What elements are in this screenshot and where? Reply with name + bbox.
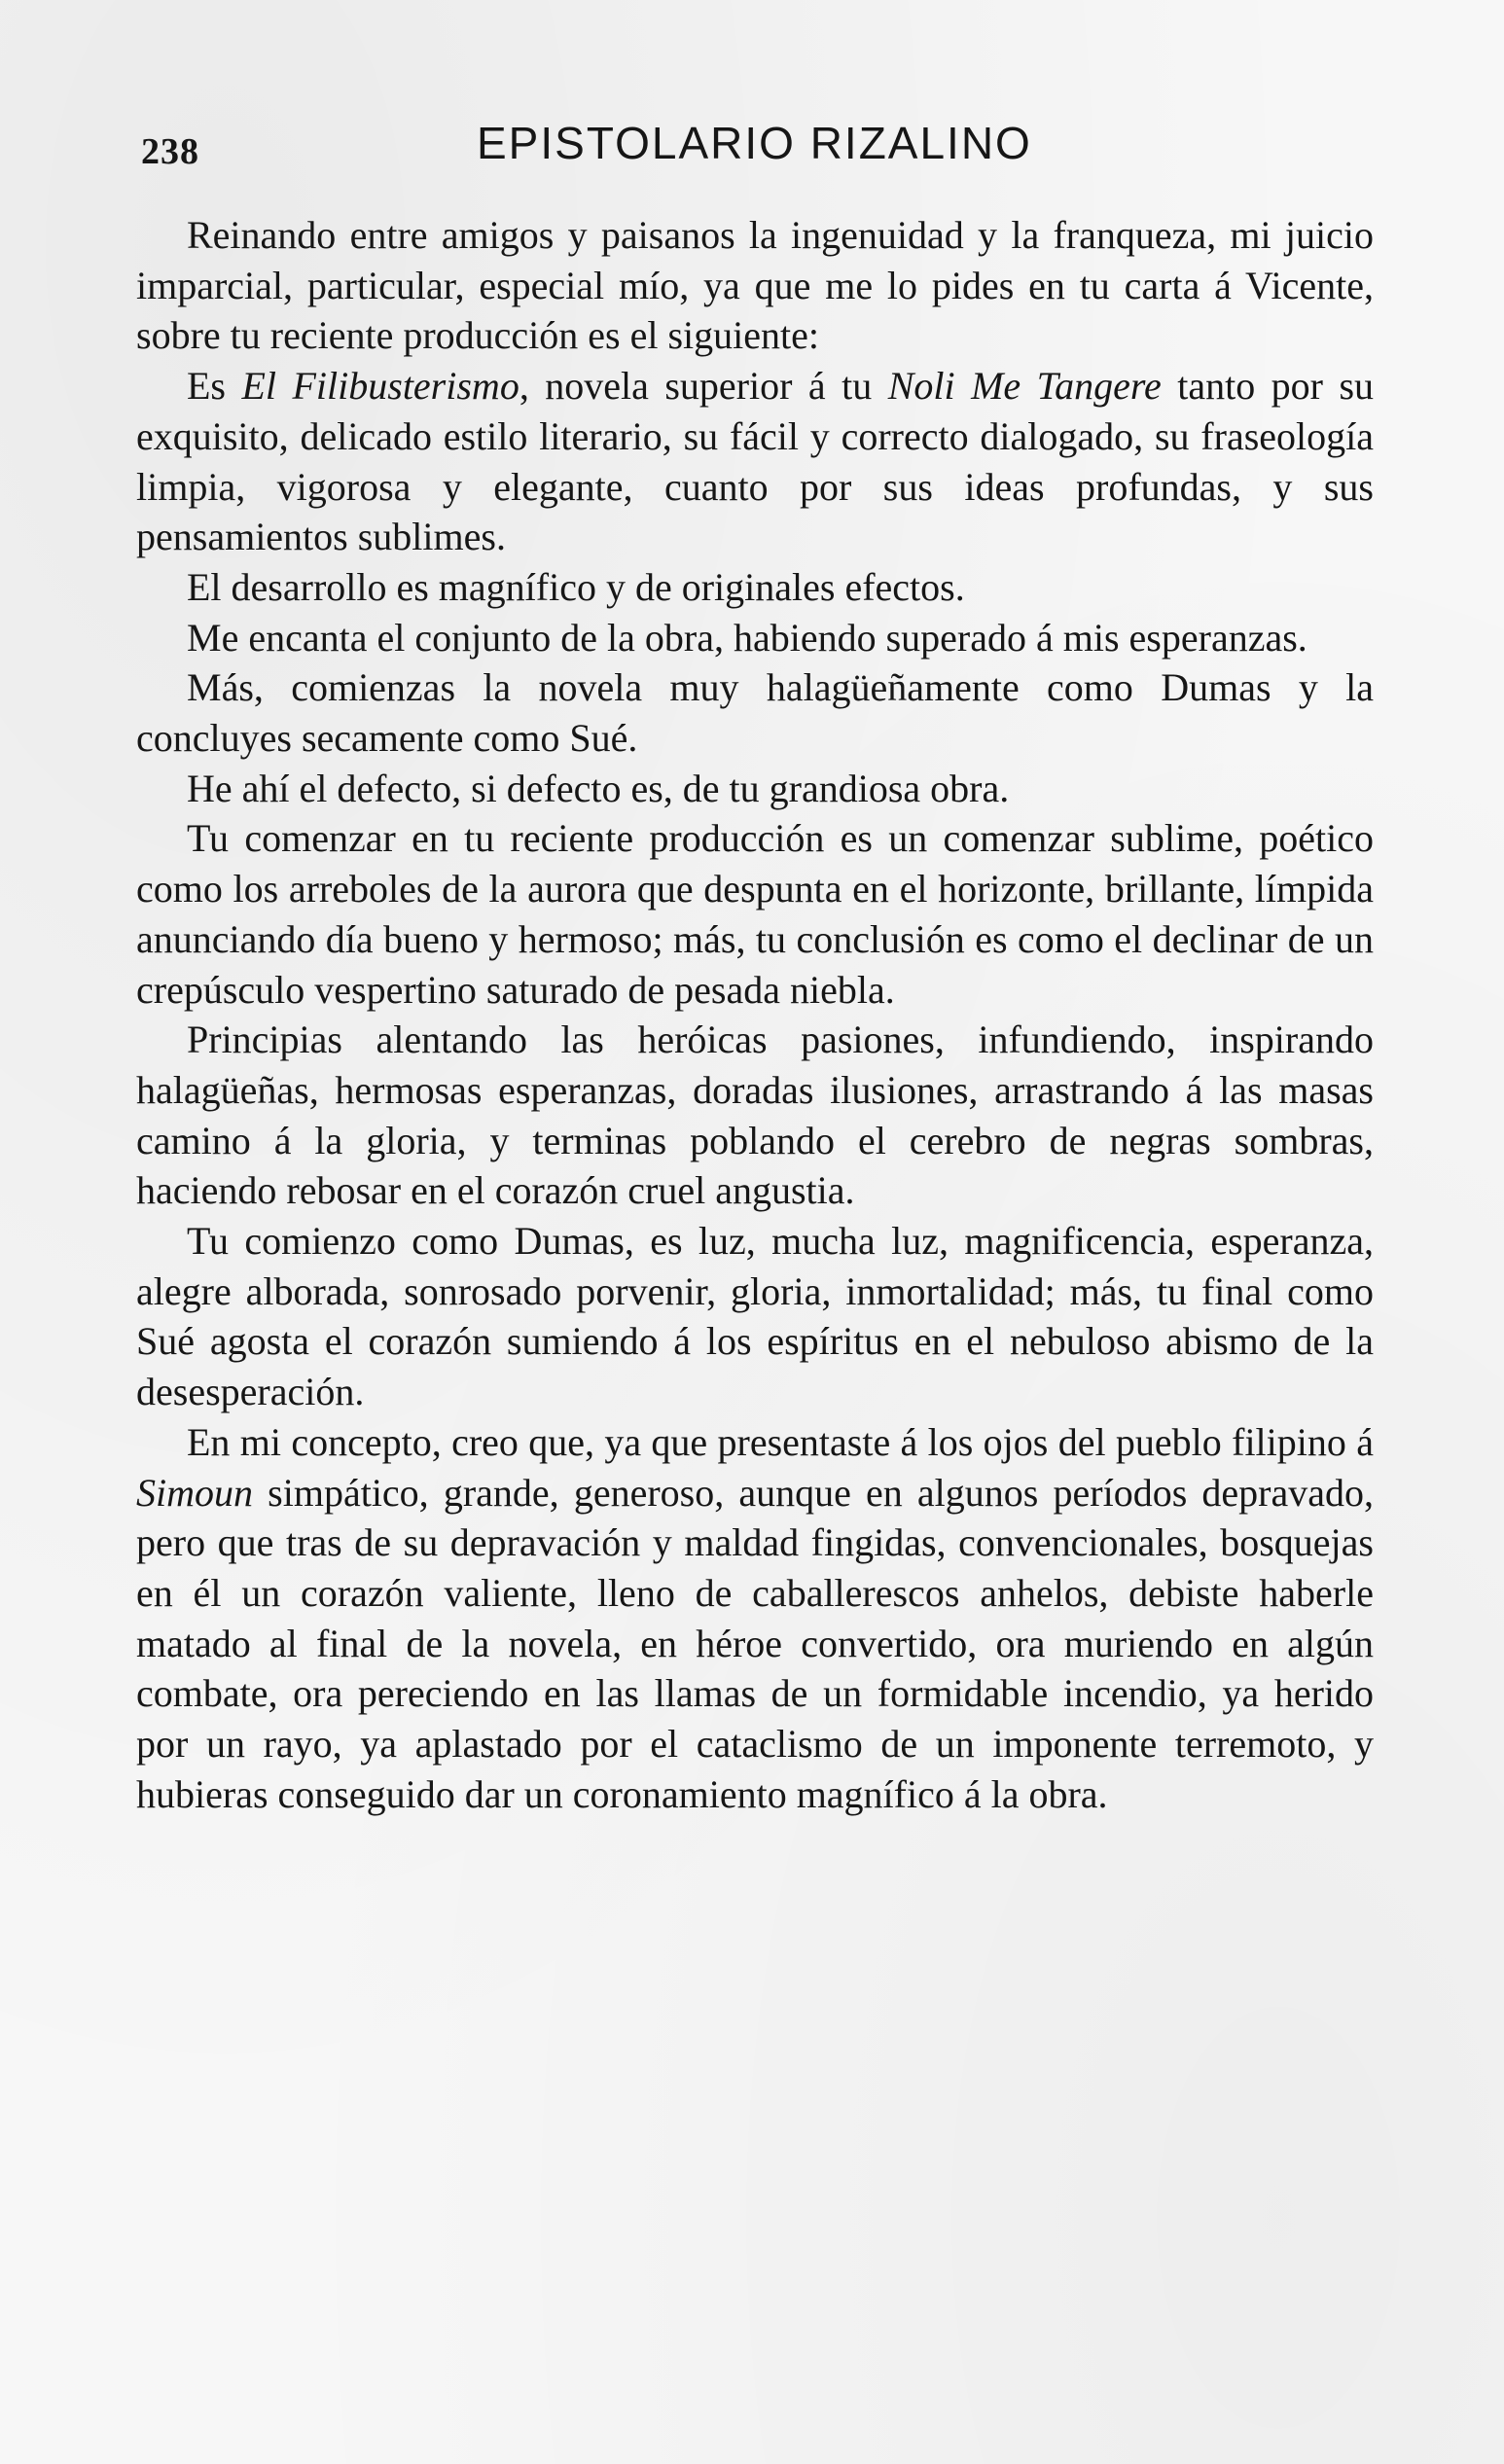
text-run: , novela superior á tu: [519, 364, 888, 409]
text-run: Es: [187, 364, 242, 409]
page-number: 238: [141, 131, 199, 172]
text-run: tanto por su exquisito, delicado estilo literario, su fácil y correcto dialogado, su fraseología limpia, vigorosa y elegante, cuanto por sus ideas profundas, y sus pensamientos sublimes.: [136, 364, 1375, 559]
paragraph-8: Principias alentando las heróicas pasiones, infundiendo, inspirando halagüeñas, hermosas esperanzas, doradas ilusiones, arrastrando á las masas camino á la gloria, y terminas poblando el cerebro de negras sombras, haciendo rebosar en el corazón cruel angustia.: [136, 1018, 1374, 1213]
paragraph-7: Tu comenzar en tu reciente producción es un comenzar sublime, poético como los arreboles de la aurora que despunta en el horizonte, brillante, límpida anunciando día bueno y hermoso; más, tu conclusión es como el declinar de un crepúsculo vespertino saturado de pesada niebla.: [136, 816, 1374, 1012]
paragraph-9: Tu comienzo como Dumas, es luz, mucha luz, magnificencia, esperanza, alegre alborada, sonrosado porvenir, gloria, inmortalidad; más, tu final como Sué agosta el corazón sumiendo á los espíritus en el nebuloso abismo de la desesperación.: [136, 1219, 1374, 1414]
paragraph-5: Más, comienzas la novela muy halagüeñamente como Dumas y la concluyes secamente como Sué.: [136, 665, 1374, 761]
book-title-filibusterismo: El Filibusterismo: [241, 364, 519, 409]
character-name-simoun: Simoun: [136, 1470, 253, 1515]
book-title: EPISTOLARIO RIZALINO: [477, 118, 1032, 168]
text-run: simpático, grande, generoso, aunque en algunos períodos depravado, pero que tras de su depravación y maldad fingidas, convencionales, bosquejas en él un corazón valiente, lleno de caballerescos anhelos, debiste haberle matado al final de la novela, en héroe convertido, ora muriendo en algún combate, ora pereciendo en las llamas de un formidable incendio, ya herido por un rayo, ya aplastado por el cataclismo de un imponente terremoto, y hubieras conseguido dar un coronamiento magnífico á la obra.: [136, 1470, 1374, 1816]
book-title-noli: Noli Me Tangere: [887, 364, 1162, 409]
paragraph-10: [136, 1417, 1374, 1820]
paragraph-2: [136, 361, 1374, 562]
paragraph-6: He ahí el defecto, si defecto es, de tu grandiosa obra.: [187, 766, 1010, 810]
text-run: En mi concepto, creo que, ya que presentaste á los ojos del pueblo filipino á: [187, 1419, 1374, 1464]
paragraph-1: Reinando entre amigos y paisanos la ingenuidad y la franqueza, mi juicio imparcial, particular, especial mío, ya que me lo pides en tu carta á Vicente, sobre tu reciente producción es el siguiente:: [136, 213, 1374, 358]
running-head: [141, 117, 1367, 185]
paragraph-4: Me encanta el conjunto de la obra, habiendo superado á mis esperanzas.: [187, 615, 1307, 660]
letter-body: [136, 210, 1374, 1820]
paragraph-3: El desarrollo es magnífico y de originales efectos.: [187, 564, 965, 609]
